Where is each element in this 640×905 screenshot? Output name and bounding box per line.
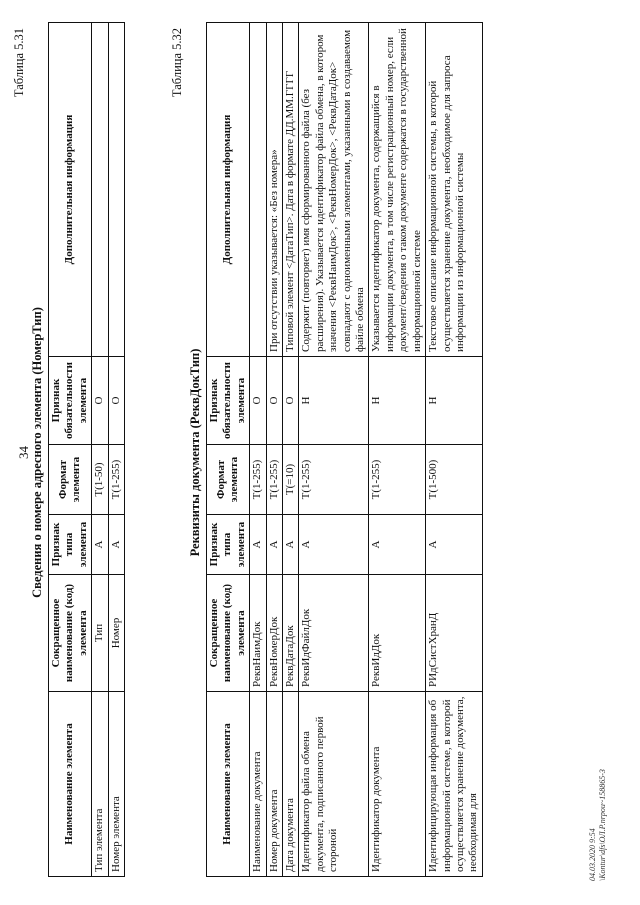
table-5-32-caption: Таблица 5.32 [170,28,184,98]
cell-element-format: T(1-255) [266,445,282,515]
cell-element-code: РеквИдФайлДок [299,575,369,692]
cell-element-name: Дата документа [283,692,299,877]
cell-element-required: Н [426,357,483,445]
cell-element-type: А [426,515,483,575]
cell-element-type: А [250,515,266,575]
column-header: Признак типа элемента [207,515,250,575]
column-header: Признак обязательности элемента [49,357,92,445]
cell-element-info: Содержит (повторяет) имя сформированного файла (без расширения). Указывается идентификатор файла обмена, в котором значения <РеквНаимДок>, <РеквНомерДок>, <РеквДатаДок> совпадают с одноименными элементами, указанными в создаваемом файле обмена [299,23,369,357]
cell-element-code: РеквНаимДок [250,575,266,692]
cell-element-code: РИдСистХранД [426,575,483,692]
table-row [283,23,299,877]
footer-timestamp: 04.03.2020 9:54 [588,828,597,881]
cell-element-format: T(=10) [283,445,299,515]
footer-file-path: \Kontur\dfs\ОЛ.Р.nrpou~158865-3 [598,769,608,881]
cell-element-info: Текстовое описание информационной системы, в которой осуществляется хранение документа, необходимое для запроса информации из информационной системы [426,23,483,357]
table-5-32-title: Реквизиты документа (РеквДокТип) [188,348,202,557]
cell-element-required: О [266,357,282,445]
cell-element-format: T(1-255) [299,445,369,515]
cell-element-format: T(1-500) [426,445,483,515]
cell-element-info: Типовой элемент <ДатаТип>. Дата в формате ДД.ММ.ГГГГ [283,23,299,357]
cell-element-info: При отсутствии указывается: «Без номера» [266,23,282,357]
column-header: Наименование элемента [49,692,92,877]
cell-element-required: О [92,357,108,445]
table-row [108,23,124,877]
table-5-31-title: Сведения о номере адресного элемента (НомерТип) [30,307,44,598]
cell-element-required: О [108,357,124,445]
cell-element-required: Н [369,357,426,445]
cell-element-name: Номер элемента [108,692,124,877]
cell-element-format: T(1-255) [369,445,426,515]
cell-element-code: РеквНомерДок [266,575,282,692]
cell-element-type: А [266,515,282,575]
cell-element-type: А [299,515,369,575]
cell-element-type: А [108,515,124,575]
cell-element-format: T(1-50) [92,445,108,515]
cell-element-name: Идентификатор документа [369,692,426,877]
column-header: Формат элемента [49,445,92,515]
cell-element-name: Наименование документа [250,692,266,877]
table-row [250,23,266,877]
cell-element-name: Идентифицирующая информация об информационной системе, в которой осуществляется хранение документа, необходимая для [426,692,483,877]
table-row [299,23,369,877]
cell-element-format: T(1-255) [108,445,124,515]
column-header: Признак обязательности элемента [207,357,250,445]
cell-element-name: Номер документа [266,692,282,877]
table-5-31-caption: Таблица 5.31 [12,28,26,98]
page-number: 34 [16,446,31,459]
column-header: Формат элемента [207,445,250,515]
cell-element-required: О [250,357,266,445]
column-header: Наименование элемента [207,692,250,877]
column-header: Дополнительная информация [49,23,92,357]
cell-element-info [250,23,266,357]
address-number-table [48,22,125,877]
cell-element-code: РеквИдДок [369,575,426,692]
cell-element-code: Тип [92,575,108,692]
table-row [369,23,426,877]
cell-element-type: А [92,515,108,575]
column-header: Сокращенное наименование (код) элемента [49,575,92,692]
cell-element-info [108,23,124,357]
table-row [266,23,282,877]
print-footer [588,769,609,881]
cell-element-required: Н [299,357,369,445]
table-header-row [49,23,92,877]
cell-element-type: А [283,515,299,575]
table-row [426,23,483,877]
document-details-table [206,22,483,877]
column-header: Дополнительная информация [207,23,250,357]
cell-element-type: А [369,515,426,575]
cell-element-required: О [283,357,299,445]
column-header: Признак типа элемента [49,515,92,575]
table-header-row [207,23,250,877]
column-header: Сокращенное наименование (код) элемента [207,575,250,692]
cell-element-info: Указывается идентификатор документа, содержащийся в информации документа, в том числе регистрационный номер, если документ/сведения о таком документе содержатся в государственной информационной системе [369,23,426,357]
cell-element-info [92,23,108,357]
cell-element-format: T(1-255) [250,445,266,515]
cell-element-name: Идентификатор файла обмена документа, подписанного первой стороной [299,692,369,877]
table-row [92,23,108,877]
cell-element-code: Номер [108,575,124,692]
cell-element-code: РеквДатаДок [283,575,299,692]
cell-element-name: Тип элемента [92,692,108,877]
